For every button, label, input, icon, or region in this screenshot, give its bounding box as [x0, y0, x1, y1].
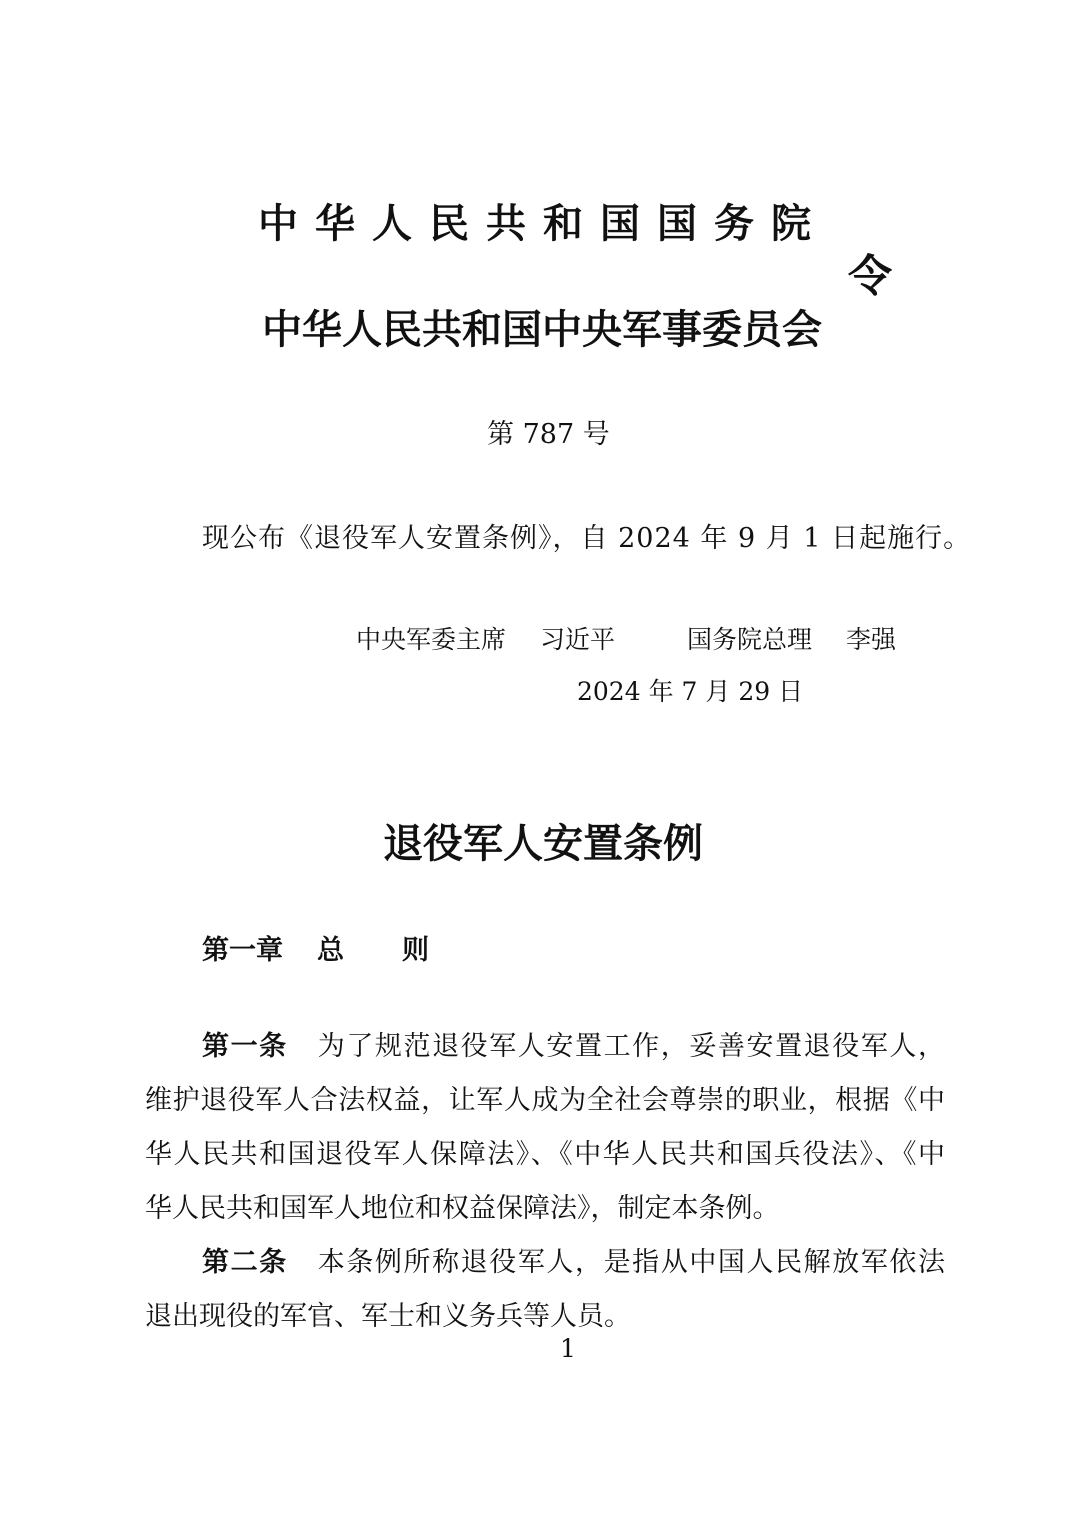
article-2-line-1: 本条例所称退役军人，是指从中国人民解放军依法: [317, 1247, 945, 1278]
chapter-title-part1: 总: [317, 935, 344, 966]
article-1-line-2: 维护退役军人合法权益，让军人成为全社会尊崇的职业，根据《中: [145, 1085, 945, 1116]
article-1-line-4: 华人民共和国军人地位和权益保障法》，制定本条例。: [145, 1193, 780, 1224]
article-2-line-2: 退出现役的军官、军士和义务兵等人员。: [145, 1301, 631, 1332]
issuer-central-military-commission: 中华人民共和国中央军事委员会: [262, 306, 822, 353]
signers-line: [356, 620, 896, 656]
chapter-number: 第一章: [202, 935, 283, 966]
premier-title: 国务院总理: [687, 625, 813, 654]
chapter-title-part2: 则: [402, 935, 429, 966]
chapter-heading: [202, 928, 429, 967]
signing-date: 2024 年 7 月 29 日: [577, 677, 804, 706]
article-1-line-1: 为了规范退役军人安置工作，妥善安置退役军人，: [317, 1031, 945, 1062]
premier-name: 李强: [846, 625, 897, 654]
article-2: [145, 1236, 945, 1344]
issuer-state-council: 中华人民共和国国务院: [258, 200, 828, 247]
page-number: 1: [560, 1334, 576, 1363]
article-1-line-3: 华人民共和国退役军人保障法》、《中华人民共和国兵役法》、《中: [145, 1139, 945, 1170]
article-2-label: 第二条: [202, 1247, 288, 1278]
article-1-label: 第一条: [202, 1031, 288, 1062]
article-1: [145, 1020, 945, 1236]
order-character: 令: [848, 251, 892, 302]
cmc-chairman-title: 中央军委主席: [356, 625, 507, 654]
regulation-title: 退役军人安置条例: [383, 821, 703, 867]
cmc-chairman-name: 习近平: [540, 625, 616, 654]
promulgation-statement: 现公布《退役军人安置条例》，自 2024 年 9 月 1 日起施行。: [202, 523, 972, 554]
order-number: 第 787 号: [487, 419, 610, 450]
